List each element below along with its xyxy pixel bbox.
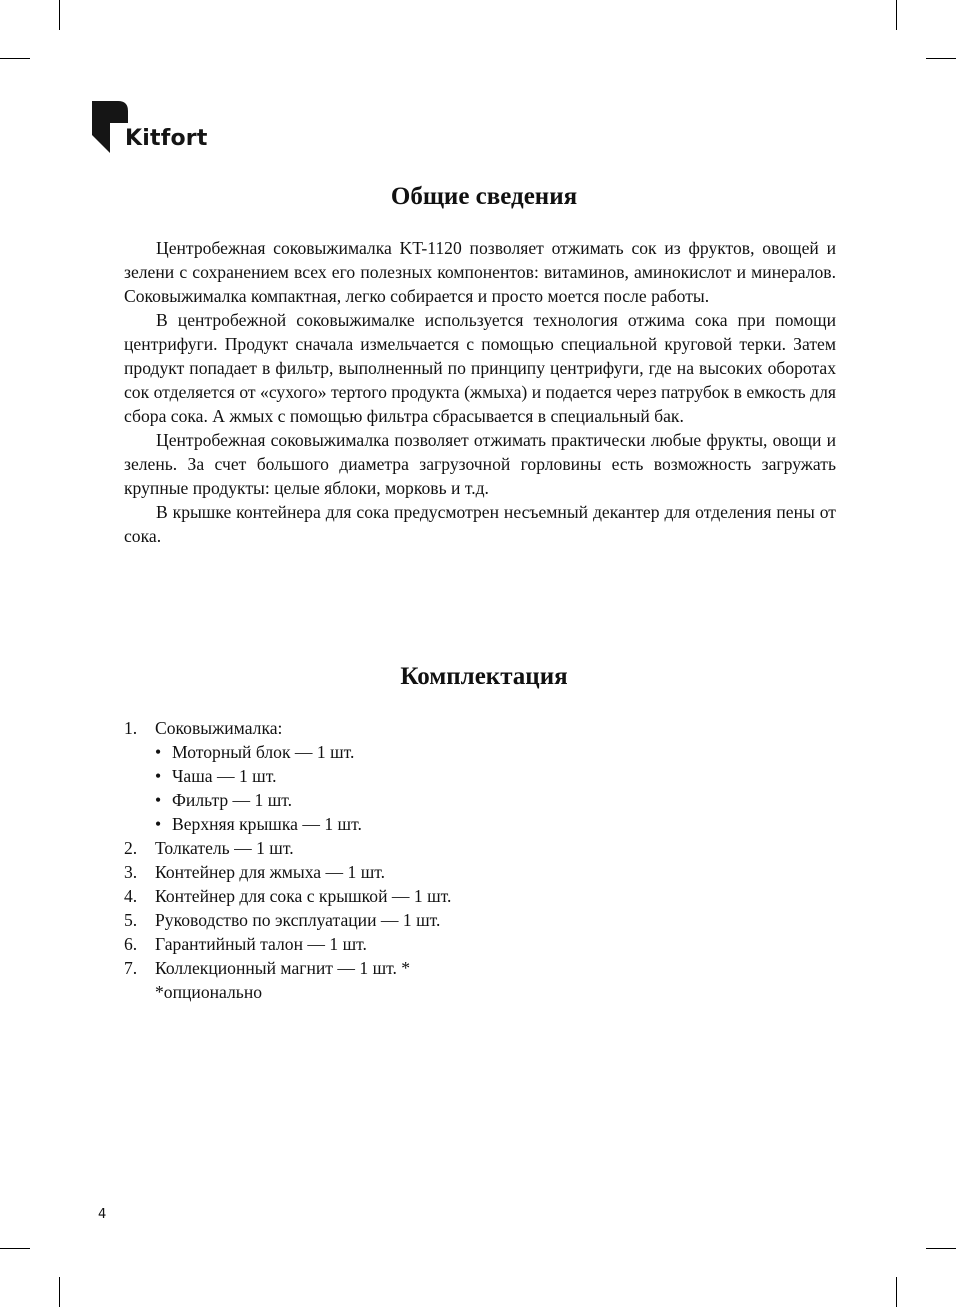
list-text: Контейнер для жмыха — 1 шт. (155, 862, 386, 882)
list-item (124, 932, 724, 956)
brand-name: Kitfort (125, 126, 208, 151)
crop-mark (926, 58, 956, 59)
crop-mark (896, 1277, 897, 1307)
bullet-icon: • (155, 742, 162, 762)
list-item (124, 860, 724, 884)
sub-list-item (124, 740, 724, 764)
bullet-icon: • (155, 814, 162, 834)
footnote: *опционально (155, 982, 263, 1002)
list-number: 7. (124, 958, 138, 978)
kitfort-logo (92, 101, 212, 157)
crop-mark (896, 0, 897, 30)
crop-mark (0, 1248, 30, 1249)
list-number: 5. (124, 910, 138, 930)
paragraph: Центробежная соковыжималка позволяет отжимать практически любые фрукты, овощи и зелень. За счет большого диаметра загрузочной горловины есть возможность загружать крупные продукты: целые яблоки, морковь и т.д. (124, 430, 836, 498)
list-text: Соковыжималка: (155, 718, 283, 738)
list-text: Гарантийный талон — 1 шт. (155, 934, 367, 954)
list-text: Контейнер для сока с крышкой — 1 шт. (155, 886, 452, 906)
list-item (124, 956, 724, 980)
list-item (124, 716, 724, 740)
list-text: Коллекционный магнит — 1 шт. * (155, 958, 411, 978)
crop-mark (926, 1248, 956, 1249)
paragraph: В крышке контейнера для сока предусмотрен несъемный декантер для отделения пены от сока. (124, 502, 836, 546)
sub-list-item (124, 788, 724, 812)
list-text: Толкатель — 1 шт. (155, 838, 294, 858)
list-number: 2. (124, 838, 138, 858)
sub-list-item (124, 764, 724, 788)
page-number: 4 (98, 1207, 107, 1222)
crop-mark (59, 0, 60, 30)
bullet-icon: • (155, 790, 162, 810)
list-item (124, 908, 724, 932)
list-number: 4. (124, 886, 138, 906)
sub-list-text: Фильтр — 1 шт. (172, 790, 293, 810)
paragraph: Центробежная соковыжималка KT-1120 позволяет отжимать сок из фруктов, овощей и зелени с сохранением всех его полезных компонентов: витаминов, аминокислот и минералов. Соковыжималка компактная, легко собирается и просто моется после работы. (124, 238, 836, 306)
bullet-icon: • (155, 766, 162, 786)
section-title-package: Комплектация (400, 663, 568, 690)
sub-list-text: Моторный блок — 1 шт. (172, 742, 355, 762)
package-list (124, 716, 724, 1004)
crop-mark (59, 1277, 60, 1307)
list-number: 1. (124, 718, 138, 738)
sub-list-text: Верхняя крышка — 1 шт. (172, 814, 362, 834)
section-title-general: Общие сведения (390, 183, 578, 210)
general-info-text (124, 236, 836, 548)
list-item (124, 836, 724, 860)
list-number: 3. (124, 862, 138, 882)
list-number: 6. (124, 934, 138, 954)
sub-list-text: Чаша — 1 шт. (172, 766, 277, 786)
paragraph: В центробежной соковыжималке используется технология отжима сока при помощи центрифуги. Продукт сначала измельчается с помощью специальной круговой терки. Затем продукт попадает в фильтр, выполненный по принципу центрифуги, где на высоких оборотах сок отделяется от «сухого» тертого продукта (жмыха) и подается через патрубок в емкость для сбора сока. А жмых с помощью фильтра сбрасывается в специальный бак. (124, 310, 836, 426)
list-text: Руководство по эксплуатации — 1 шт. (155, 910, 441, 930)
sub-list-item (124, 812, 724, 836)
crop-mark (0, 58, 30, 59)
list-item (124, 884, 724, 908)
